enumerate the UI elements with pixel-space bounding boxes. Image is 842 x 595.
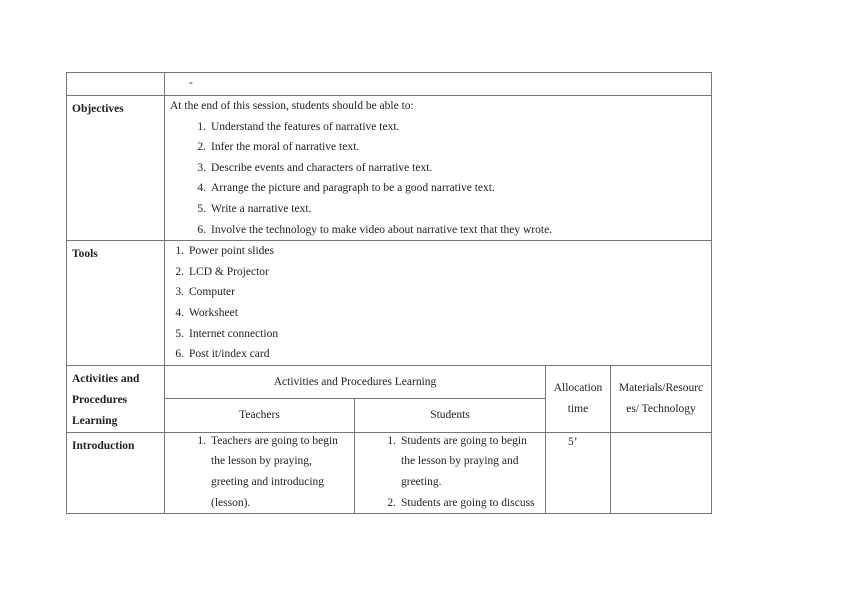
objective-item: 1. Understand the features of narrative text. bbox=[197, 120, 400, 133]
student-activity-item: 1. Students are going to begin the lesson by praying and greeting. bbox=[387, 434, 527, 488]
introduction-label: Introduction bbox=[67, 432, 165, 513]
top-row-label-cell bbox=[67, 73, 165, 96]
teacher-activity-item: 1. Teachers are going to begin the lesson by praying, greeting and introducing (lesson). bbox=[197, 434, 338, 509]
objectives-intro: At the end of this session, students should be able to: bbox=[170, 100, 414, 112]
tools-content bbox=[165, 241, 712, 366]
activities-label-line: Activities and bbox=[72, 372, 140, 385]
materials-header-line: Materials/Resourc bbox=[618, 382, 704, 395]
objective-item: 5. Write a narrative text. bbox=[197, 202, 312, 215]
tool-item: 1. Power point slides bbox=[175, 245, 274, 258]
tool-item: 6. Post it/index card bbox=[175, 348, 270, 361]
students-header-text: Students bbox=[430, 409, 470, 422]
activities-label-line: Learning bbox=[72, 414, 118, 427]
activities-label bbox=[67, 365, 165, 432]
introduction-time-cell bbox=[546, 432, 611, 513]
teachers-header-text: Teachers bbox=[239, 409, 280, 422]
students-header bbox=[355, 399, 546, 433]
materials-header-line: es/ Technology bbox=[626, 402, 696, 415]
allocation-header bbox=[546, 365, 611, 432]
objectives-list bbox=[170, 117, 706, 241]
activities-header bbox=[165, 365, 546, 399]
teacher-activities-list bbox=[170, 431, 349, 513]
objectives-label: Objectives bbox=[67, 96, 165, 241]
activities-label-line: Procedures bbox=[72, 393, 128, 406]
tool-item: 4. Worksheet bbox=[175, 306, 238, 319]
objectives-row bbox=[67, 96, 712, 241]
objective-item: 4. Arrange the picture and paragraph to be a good narrative text. bbox=[197, 182, 495, 195]
objective-item: 2. Infer the moral of narrative text. bbox=[197, 141, 360, 154]
student-activities-cell bbox=[355, 432, 546, 513]
top-row-content-cell bbox=[165, 73, 712, 96]
materials-header bbox=[611, 365, 712, 432]
top-row-dash: - bbox=[189, 77, 193, 89]
tool-item: 2. LCD & Projector bbox=[175, 265, 269, 278]
allocation-header-line: Allocation bbox=[553, 382, 603, 395]
tools-row bbox=[67, 241, 712, 366]
objective-item: 3. Describe events and characters of narrative text. bbox=[197, 161, 433, 174]
student-activity-item: 2. Students are going to discuss bbox=[387, 496, 535, 509]
objectives-content bbox=[165, 96, 712, 241]
tool-item: 5. Internet connection bbox=[175, 327, 279, 340]
introduction-time: 5’ bbox=[568, 435, 578, 448]
tools-label: Tools bbox=[67, 241, 165, 366]
allocation-header-line: time bbox=[567, 402, 589, 415]
objective-item: 6. Involve the technology to make video about narrative text that they wrote. bbox=[197, 223, 553, 236]
top-row bbox=[67, 73, 712, 96]
activities-header-row bbox=[67, 365, 712, 399]
tool-item: 3. Computer bbox=[175, 286, 235, 299]
activities-header-text: Activities and Procedures Learning bbox=[273, 375, 437, 388]
introduction-row bbox=[67, 432, 712, 513]
introduction-materials-cell bbox=[611, 432, 712, 513]
student-activities-list bbox=[360, 431, 540, 513]
teachers-header bbox=[165, 399, 355, 433]
teacher-activities-cell bbox=[165, 432, 355, 513]
lesson-plan-table bbox=[66, 72, 712, 514]
tools-list bbox=[170, 241, 706, 365]
